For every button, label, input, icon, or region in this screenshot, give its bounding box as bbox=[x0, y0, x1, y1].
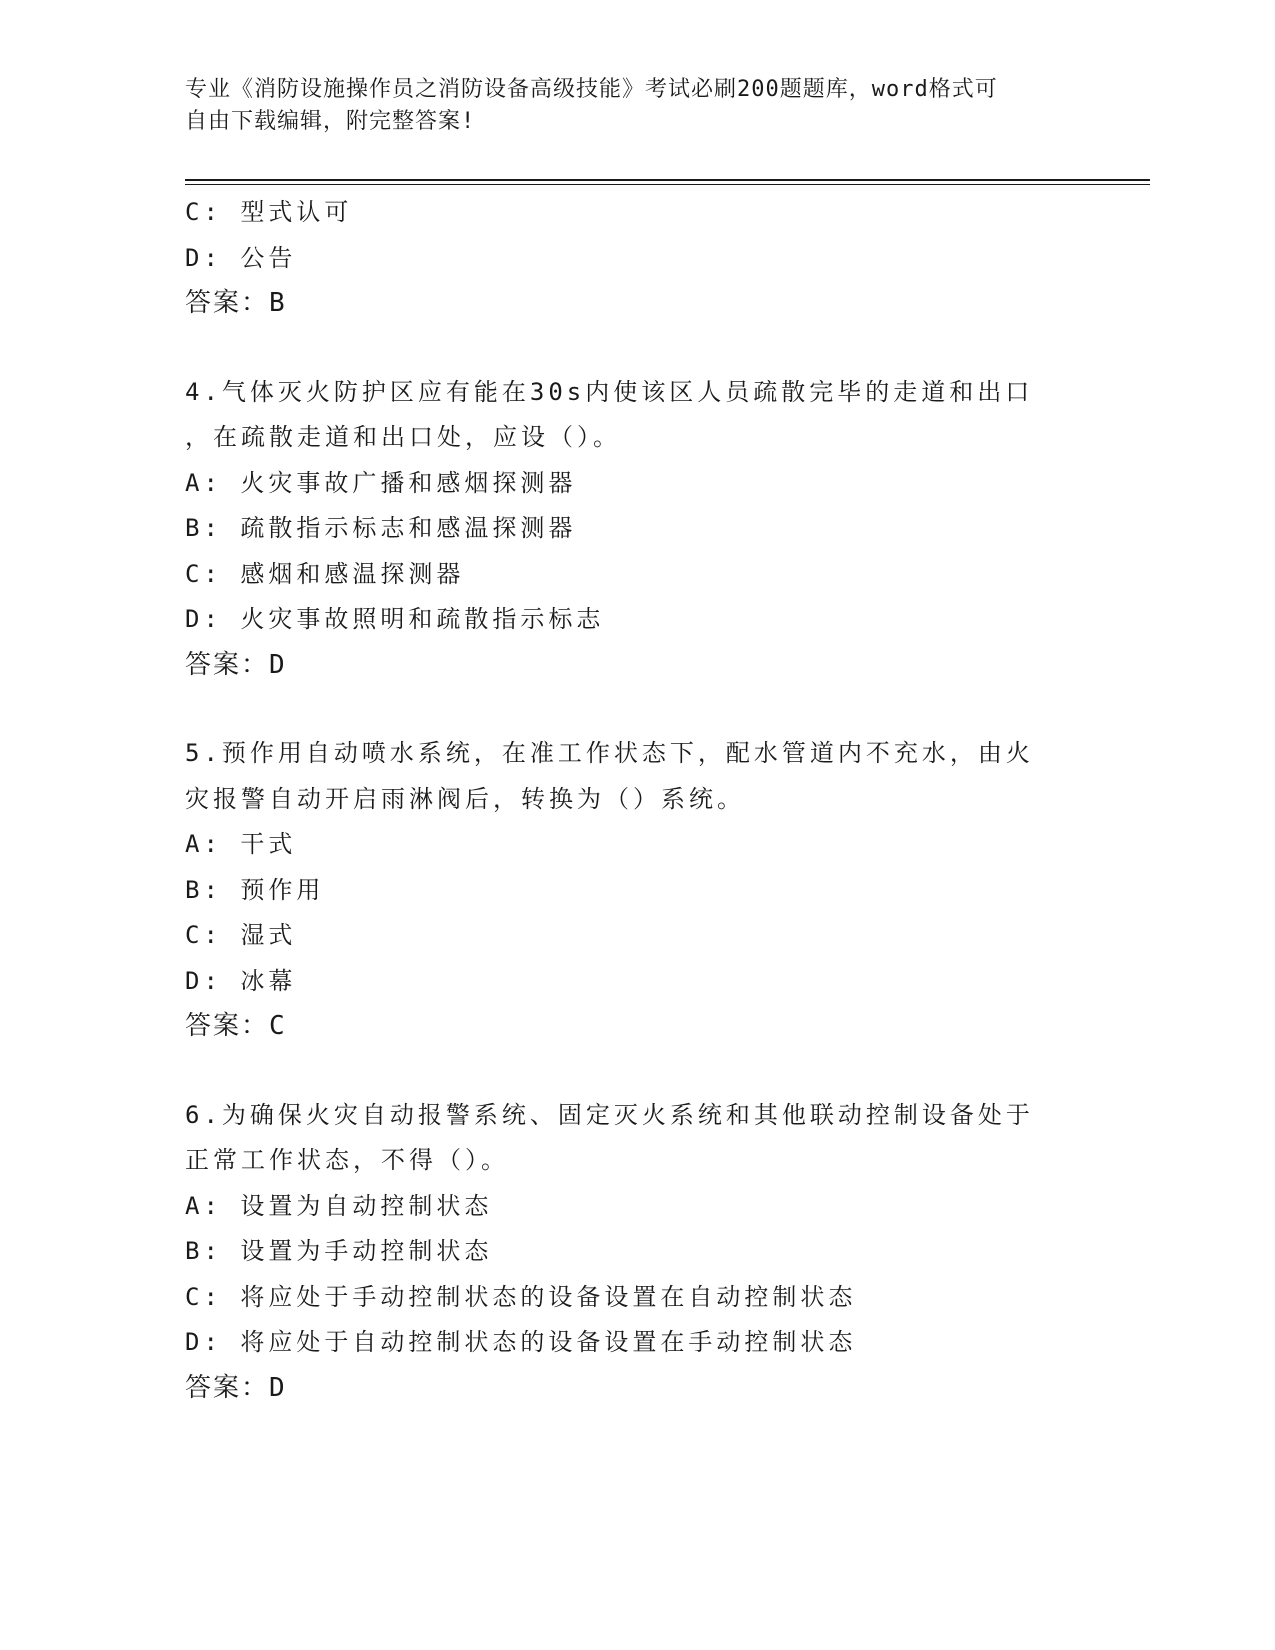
question-stem-line: 灾报警自动开启雨淋阀后，转换为（）系统。 bbox=[185, 784, 745, 813]
question-content bbox=[185, 190, 1065, 1411]
option-c: C: 感烟和感温探测器 bbox=[185, 559, 465, 588]
question-stem-line: ，在疏散走道和出口处，应设（）。 bbox=[185, 423, 621, 451]
option-b: B: 预作用 bbox=[185, 875, 325, 904]
question-6 bbox=[185, 1093, 1065, 1412]
question-stem-line: 5.预作用自动喷水系统，在准工作状态下，配水管道内不充水，由火 bbox=[185, 739, 1034, 767]
question-stem-line: 正常工作状态，不得（）。 bbox=[185, 1146, 509, 1174]
option-a: A: 设置为自动控制状态 bbox=[185, 1191, 493, 1220]
question-5 bbox=[185, 731, 1065, 1050]
option-c: C: 将应处于手动控制状态的设备设置在自动控制状态 bbox=[185, 1282, 857, 1311]
option-d: D: 火灾事故照明和疏散指示标志 bbox=[185, 605, 605, 633]
option-c: C: 型式认可 bbox=[185, 198, 353, 226]
partial-question-3 bbox=[185, 190, 1065, 327]
header-line-1: 专业《消防设施操作员之消防设备高级技能》考试必刷200题题库，word格式可 bbox=[185, 77, 998, 102]
option-a: A: 火灾事故广播和感烟探测器 bbox=[185, 468, 577, 497]
answer-line: 答案：C bbox=[185, 1011, 287, 1041]
option-d: D: 冰幕 bbox=[185, 966, 297, 995]
option-b: B: 设置为手动控制状态 bbox=[185, 1237, 493, 1265]
header-divider-thin bbox=[185, 184, 1150, 185]
header-line-2: 自由下载编辑，附完整答案! bbox=[185, 109, 476, 134]
question-stem-line: 6.为确保火灾自动报警系统、固定灭火系统和其他联动控制设备处于 bbox=[185, 1100, 1034, 1129]
header-divider-thick bbox=[185, 179, 1150, 181]
question-4 bbox=[185, 370, 1065, 689]
option-c: C: 湿式 bbox=[185, 921, 297, 949]
document-header bbox=[185, 74, 1065, 138]
question-stem-line: 4.气体灭火防护区应有能在30s内使该区人员疏散完毕的走道和出口 bbox=[185, 377, 1034, 406]
option-b: B: 疏散指示标志和感温探测器 bbox=[185, 514, 577, 542]
option-a: A: 干式 bbox=[185, 830, 297, 858]
answer-line: 答案：D bbox=[185, 1372, 287, 1403]
option-d: D: 将应处于自动控制状态的设备设置在手动控制状态 bbox=[185, 1328, 857, 1356]
option-d: D: 公告 bbox=[185, 243, 297, 272]
answer-line: 答案：B bbox=[185, 288, 287, 318]
answer-line: 答案：D bbox=[185, 649, 287, 680]
